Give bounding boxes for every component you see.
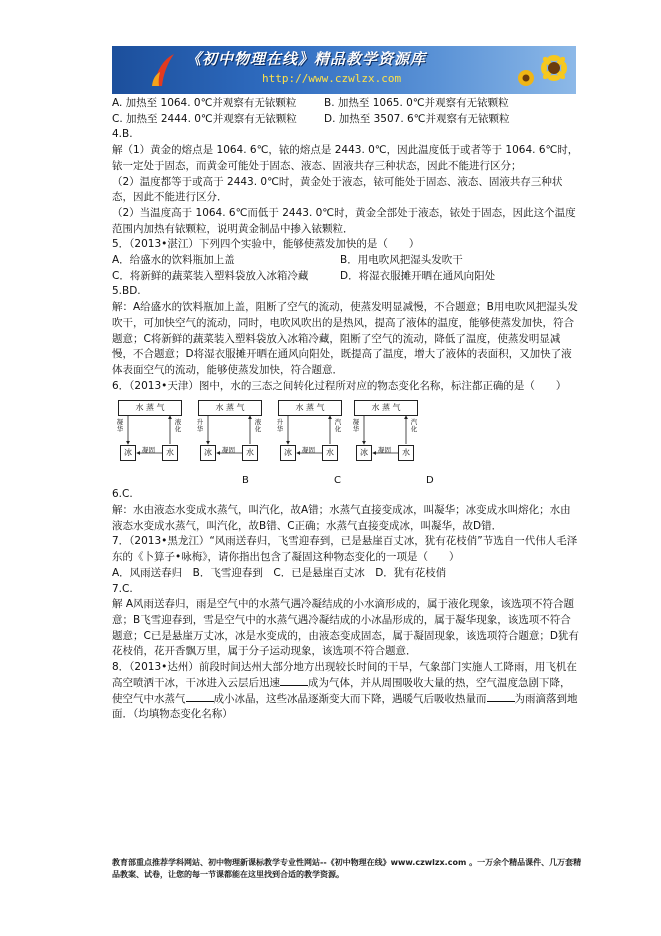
diagram-letters	[112, 473, 580, 487]
q8-blank-2	[186, 692, 214, 702]
sunflower-icon	[514, 48, 572, 92]
q5-options-row1	[112, 253, 580, 269]
solution-5: 解：A给盛水的饮料瓶加上盖，阻断了空气的流动，使蒸发明显减慢，不合题意；B用电吹风把湿头发吹干，可加快空气的流动，同时，电吹风吹出的是热风，提高了液体的温度，能够使蒸发加快，符合题意；C将新鲜的蔬菜装入塑料袋放入冰箱冷藏，阻断了空气的流动，降低了温度，使蒸发明显减慢，不合题意；D将湿衣服摊开晒在通风向阳处，既提高了温度，增大了液体的表面积，又加快了液体表面空气的流动，能够使蒸发加快，符合题意．	[112, 301, 578, 376]
answer-6: 6.C.	[112, 488, 133, 501]
option-d: D. 加热至 3507. 6℃并观察有无铱颗粒	[324, 112, 510, 125]
q8-blank-1	[280, 676, 308, 686]
q5-option-d: D．将湿衣服摊开晒在通风向阳处	[340, 269, 496, 282]
question-8	[112, 660, 580, 723]
answer-7: 7.C.	[112, 582, 133, 595]
option-a: A. 加热至 1064. 0℃并观察有无铱颗粒	[112, 97, 297, 109]
q8-text-4: 为雨滴落到地面．（均填物态变化名称）	[112, 692, 578, 721]
option-b: B. 加热至 1065. 0℃并观察有无铱颗粒	[324, 97, 509, 109]
question-5: 5．（2013•湛江）下列四个实验中，能够使蒸发加快的是（ ）	[112, 238, 420, 251]
solution-4-part2: （2）温度都等于或高于 2443. 0℃时，黄金处于液态，铱可能处于固态、液态、固液共存三种状态，因此不能进行区分．	[112, 175, 563, 204]
water-box: 水	[398, 445, 414, 461]
right-process-label: 液化	[254, 418, 262, 434]
q8-text-1: 8．（2013•达州）前段时间达州大部分地方出现较长时间的干旱，气象部门实施人工降雨，用飞机在高空喷洒干冰，干冰进入云层后迅速	[112, 661, 577, 689]
q8-text-3: 成小冰晶，这些冰晶逐渐变大而下降，遇暖气后吸收热量而	[213, 692, 487, 705]
q5-option-b: B．用电吹风把湿头发吹干	[340, 254, 463, 267]
banner-title: 《初中物理在线》精品教学资源库	[186, 50, 427, 68]
diagram-label-b: B	[242, 475, 249, 487]
option-c: C. 加热至 2444. 0℃并观察有无铱颗粒	[112, 112, 297, 125]
ice-box: 冰	[120, 445, 136, 461]
solution-4-part1: 解（1）黄金的熔点是 1064. 6℃，铱的熔点是 2443. 0℃，因此温度低于或者等于 1064. 6℃时，铱一定处于固态，而黄金可能处于固态、液态、固液共存三种状态，因此不能进行区分；	[112, 144, 579, 172]
middle-process-label: 凝固	[378, 446, 391, 455]
diagram-c	[272, 397, 344, 465]
q3-options-row2	[112, 112, 580, 128]
answer-4: 4.B.	[112, 128, 133, 141]
diagram-label-d: D	[426, 475, 434, 487]
q5-options-row2	[112, 269, 580, 285]
right-process-label: 汽化	[334, 418, 342, 434]
q3-options-row1	[112, 96, 580, 112]
left-process-label: 升华	[276, 418, 284, 434]
solution-4-part3: （2）当温度高于 1064. 6℃而低于 2443. 0℃时，黄金全部处于液态，铱处于固态，因此这个温度范围内加热有铱颗粒，说明黄金制品中掺入铱颗粒．	[112, 206, 576, 235]
document-body	[112, 96, 580, 723]
right-process-label: 汽化	[410, 418, 418, 434]
header-banner	[112, 46, 576, 94]
water-box: 水	[162, 445, 178, 461]
water-vapor-box: 水 蒸 气	[354, 400, 418, 416]
diagram-label-c: C	[334, 475, 341, 487]
diagram-a	[112, 397, 184, 465]
left-process-label: 凝华	[116, 418, 124, 434]
q8-blank-3	[487, 692, 515, 702]
q7-options: A．风雨送春归 B．飞雪迎春到 C．已是悬崖百丈冰 D．犹有花枝俏	[112, 566, 447, 579]
banner-url[interactable]: http://www.czwlzx.com	[262, 72, 402, 85]
middle-process-label: 凝固	[222, 446, 235, 455]
water-vapor-box: 水 蒸 气	[278, 400, 342, 416]
q5-option-a: A．给盛水的饮料瓶加上盖	[112, 254, 235, 267]
solution-7: 解 A风雨送春归，雨是空气中的水蒸气遇冷凝结成的小水滴形成的，属于液化现象，该选项不符合题意；B飞雪迎春到，雪是空气中的水蒸气遇冷凝结成的小冰晶形成的，属于凝华现象，该选项不符合题意；C已是悬崖万丈冰，冰是水变成的，由液态变成固态，属于凝固现象，该选项符合题意；D犹有花枝俏，花开香飘万里，属于分子运动现象，该选项不符合题意．	[112, 598, 579, 658]
solution-6: 解：水由液态水变成水蒸气，叫汽化，故A错；水蒸气直接变成冰，叫凝华；冰变成水叫熔化；水由液态水变成水蒸气，叫汽化，故B错、C正确；水蒸气直接变成冰，叫凝华，故D错．	[112, 504, 571, 532]
water-box: 水	[242, 445, 258, 461]
left-process-label: 升华	[196, 418, 204, 434]
water-vapor-box: 水 蒸 气	[118, 400, 182, 416]
ice-box: 冰	[356, 445, 372, 461]
site-logo-icon	[150, 52, 178, 88]
diagram-b	[192, 397, 264, 465]
water-box: 水	[322, 445, 338, 461]
diagram-d	[348, 397, 420, 465]
right-process-label: 液化	[174, 418, 182, 434]
question-6: 6．（2013•天津）图中，水的三态之间转化过程所对应的物态变化名称，标注都正确的是（ ）	[112, 379, 567, 392]
page-footer: 教育部重点推荐学科网站、初中物理新课标教学专业性网站--《初中物理在线》www.czwlzx.com 。一万余个精品课件、几万套精品教案、试卷，让您的每一节课都能在这里找到合适的教学资源。	[112, 858, 582, 879]
state-change-diagrams	[112, 397, 580, 473]
answer-5: 5.BD.	[112, 285, 141, 298]
left-process-label: 凝华	[352, 418, 360, 434]
ice-box: 冰	[200, 445, 216, 461]
ice-box: 冰	[280, 445, 296, 461]
middle-process-label: 凝固	[302, 446, 315, 455]
question-7: 7．（2013•黑龙江）“风雨送春归，飞雪迎春到，已是悬崖百丈冰，犹有花枝俏”节选自一代伟人毛泽东的《卜算子•咏梅》，请你指出包含了凝固这种物态变化的一项是（ ）	[112, 535, 578, 564]
q5-option-c: C．将新鲜的蔬菜装入塑料袋放入冰箱冷藏	[112, 269, 309, 282]
middle-process-label: 凝固	[142, 446, 155, 455]
q8-text-2: 成为气体，并从周围吸收大量的热，空气温度急剧下降，使空气中水蒸气	[112, 676, 571, 705]
water-vapor-box: 水 蒸 气	[198, 400, 262, 416]
